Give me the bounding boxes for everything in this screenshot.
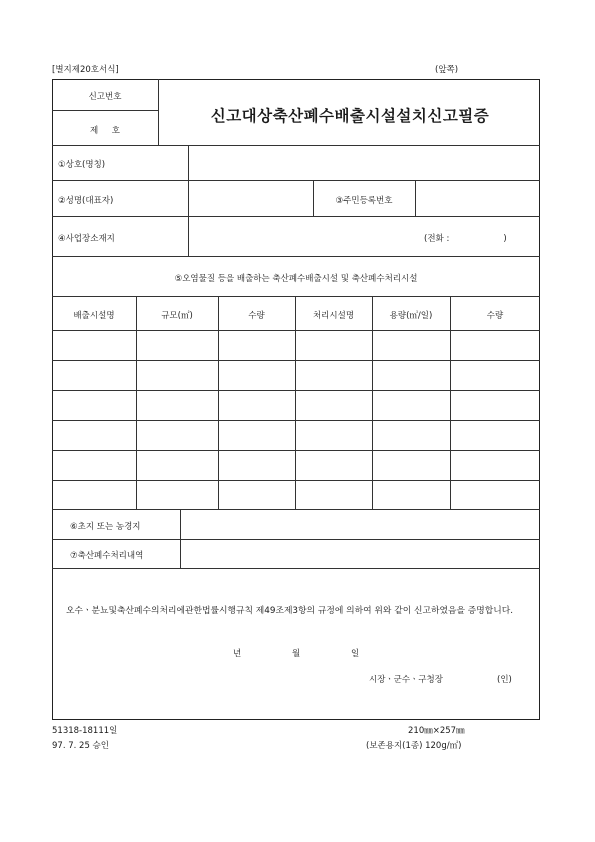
form-number-label: [별지제20호서식] (52, 65, 119, 75)
col-header-scale: 규모(㎡) (161, 311, 193, 321)
business-address-label: ④사업장소재지 (58, 234, 115, 244)
col-header-facility-name: 배출시설명 (73, 311, 115, 321)
paper-size: 210㎜×257㎜ (408, 726, 465, 736)
divider (188, 145, 189, 256)
table-row[interactable] (52, 390, 540, 420)
divider (180, 509, 181, 568)
divider (52, 216, 540, 217)
col-header-treatment-name: 처리시설명 (312, 311, 355, 321)
divider (52, 180, 540, 181)
phone-label: (전화 : ) (424, 234, 507, 244)
representative-name-field[interactable] (190, 182, 311, 214)
treatment-history-label: ⑦축산폐수처리내역 (70, 551, 144, 561)
page-side-label: (앞쪽) (435, 65, 459, 75)
col-header-quantity-2: 수량 (486, 311, 504, 321)
divider (415, 180, 416, 216)
divider (52, 296, 540, 297)
approval-date: 97. 7. 25 승인 (52, 741, 109, 751)
certification-statement: 오수ㆍ분뇨및축산폐수의처리에관한법률시행규칙 제49조제3항의 규정에 의하여 위와 같이 신고하였음을 증명합니다. (66, 606, 514, 616)
divider (52, 145, 540, 146)
report-number-label: 신고번호 (88, 92, 122, 102)
date-day: 일 (351, 649, 360, 659)
divider (52, 509, 540, 510)
business-address-field[interactable] (190, 218, 420, 254)
resident-number-label: ③주민등록번호 (335, 196, 393, 206)
divider (52, 256, 540, 257)
divider (158, 79, 159, 145)
col-header-quantity: 수량 (248, 311, 265, 321)
treatment-history-field[interactable] (182, 541, 538, 567)
trade-name-label: ①상호(명칭) (58, 160, 106, 170)
table-row[interactable] (52, 480, 540, 509)
divider (52, 539, 540, 540)
divider (52, 568, 540, 569)
seal-mark: (인) (497, 675, 512, 685)
table-row[interactable] (52, 360, 540, 390)
col-header-capacity: 용량(㎥/일) (389, 311, 433, 321)
table-row[interactable] (52, 450, 540, 480)
representative-name-label: ②성명(대표자) (58, 196, 114, 206)
date-year: 년 (233, 649, 242, 659)
issue-number-label: 제 호 (90, 126, 120, 136)
table-row[interactable] (52, 420, 540, 450)
issuing-authority: 시장ㆍ군수ㆍ구청장 (369, 675, 443, 685)
farmland-field[interactable] (182, 511, 538, 538)
resident-number-field[interactable] (417, 182, 538, 214)
facility-section-caption: ⑤오염물질 등을 배출하는 축산폐수배출시설 및 축산폐수처리시설 (174, 274, 418, 284)
trade-name-field[interactable] (190, 147, 538, 178)
date-month: 월 (292, 649, 301, 659)
divider (52, 110, 158, 111)
farmland-label: ⑥초지 또는 농경지 (70, 522, 141, 532)
table-row[interactable] (52, 330, 540, 360)
paper-type: (보존용지(1종) 120g/㎡) (366, 741, 462, 751)
page-title: 신고대상축산폐수배출시설설치신고필증 (210, 107, 490, 125)
form-code: 51318-18111일 (52, 726, 118, 736)
